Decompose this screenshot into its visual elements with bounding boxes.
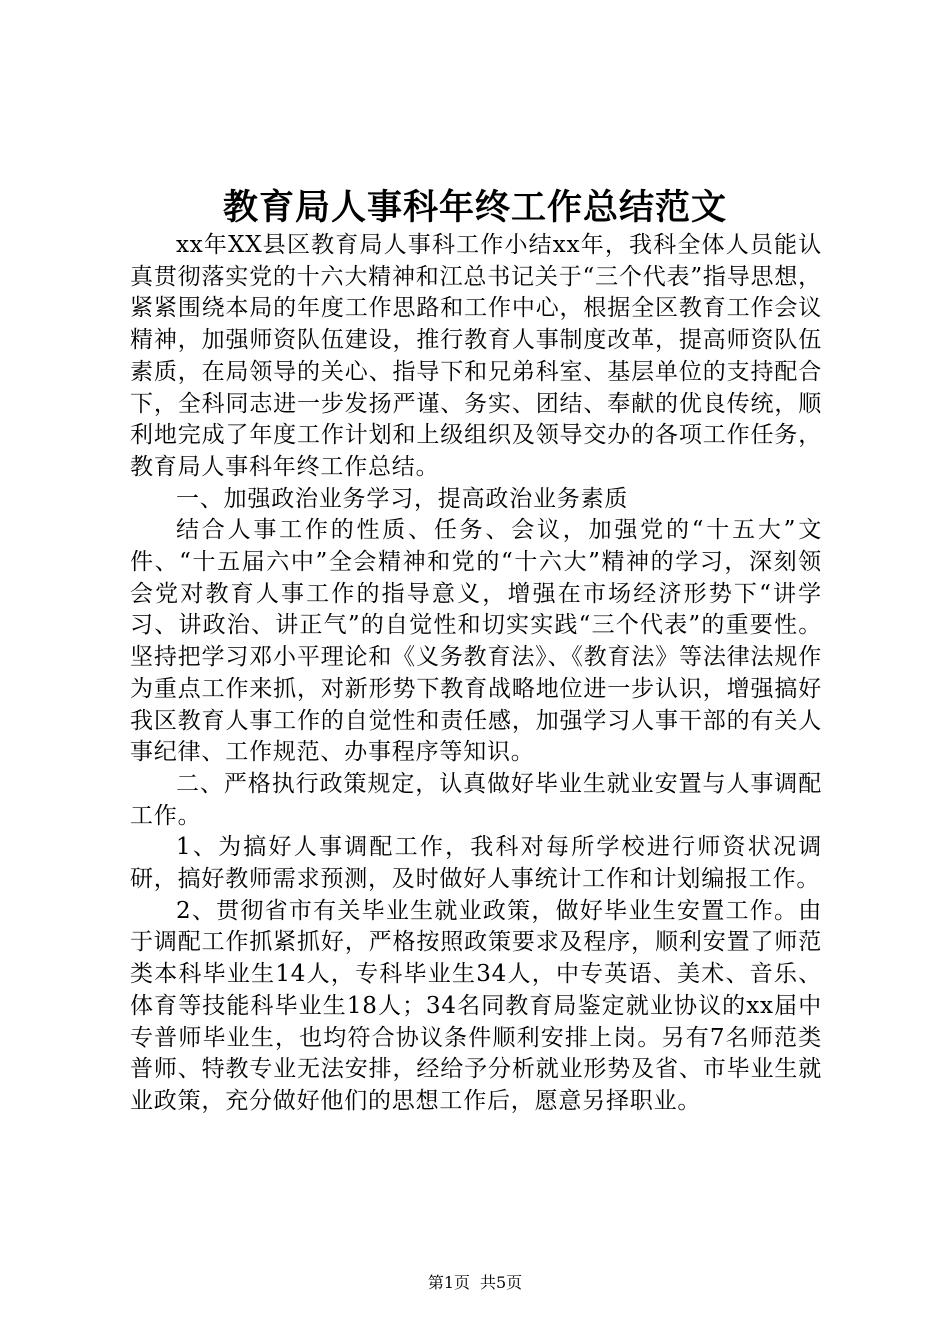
- paragraph-item-1: 1、为搞好人事调配工作，我科对每所学校进行师资状况调研，搞好教师需求预测，及时做好人事统计工作和计划编报工作。: [130, 834, 822, 893]
- page-footer: [0, 1271, 950, 1295]
- page-number-current: 第1页: [427, 1273, 470, 1292]
- paragraph-item-2: 2、贯彻省市有关毕业生就业政策，做好毕业生安置工作。由于调配工作抓紧抓好，严格按照政策要求及程序，顺利安置了师范类本科毕业生14人，专科毕业生34人，中专英语、美术、音乐、体育等技能科毕业生18人；34名同教育局鉴定就业协议的xx届中专普师毕业生，也均符合协议条件顺利安排上岗。另有7名师范类普师、特教专业无法安排，经给予分析就业形势及省、市毕业生就业政策，充分做好他们的思想工作后，愿意另择职业。: [130, 897, 822, 1114]
- section-heading-1: 一、加强政治业务学习，提高政治业务素质: [176, 485, 629, 512]
- paragraph-intro: xx年XX县区教育局人事科工作小结xx年，我科全体人员能认真贯彻落实党的十六大精神和江总书记关于“三个代表”指导思想，紧紧围绕本局的年度工作思路和工作中心，根据全区教育工作会议精神，加强师资队伍建设，推行教育人事制度改革，提高师资队伍素质，在局领导的关心、指导下和兄弟科室、基层单位的支持配合下，全科同志进一步发扬严谨、务实、团结、奉献的优良传统，顺利地完成了年度工作计划和上级组织及领导交办的各项工作任务，教育局人事科年终工作总结。: [130, 232, 822, 480]
- document-body: [130, 230, 822, 1118]
- document-title: 教育局人事科年终工作总结范文: [222, 187, 727, 228]
- section-heading-2: 二、严格执行政策规定，认真做好毕业生就业安置与人事调配工作。: [130, 770, 822, 829]
- page-number-total: 共5页: [480, 1273, 523, 1292]
- paragraph-study: 结合人事工作的性质、任务、会议，加强党的“十五大”文件、“十五届六中”全会精神和党的“十六大”精神的学习，深刻领会党对教育人事工作的指导意义，增强在市场经济形势下“讲学习、讲政治、讲正气”的自觉性和切实实践“三个代表”的重要性。坚持把学习邓小平理论和《义务教育法》、《教育法》等法律法规作为重点工作来抓，对新形势下教育战略地位进一步认识，增强搞好我区教育人事工作的自觉性和责任感，加强学习人事干部的有关人事纪律、工作规范、办事程序等知识。: [130, 517, 822, 766]
